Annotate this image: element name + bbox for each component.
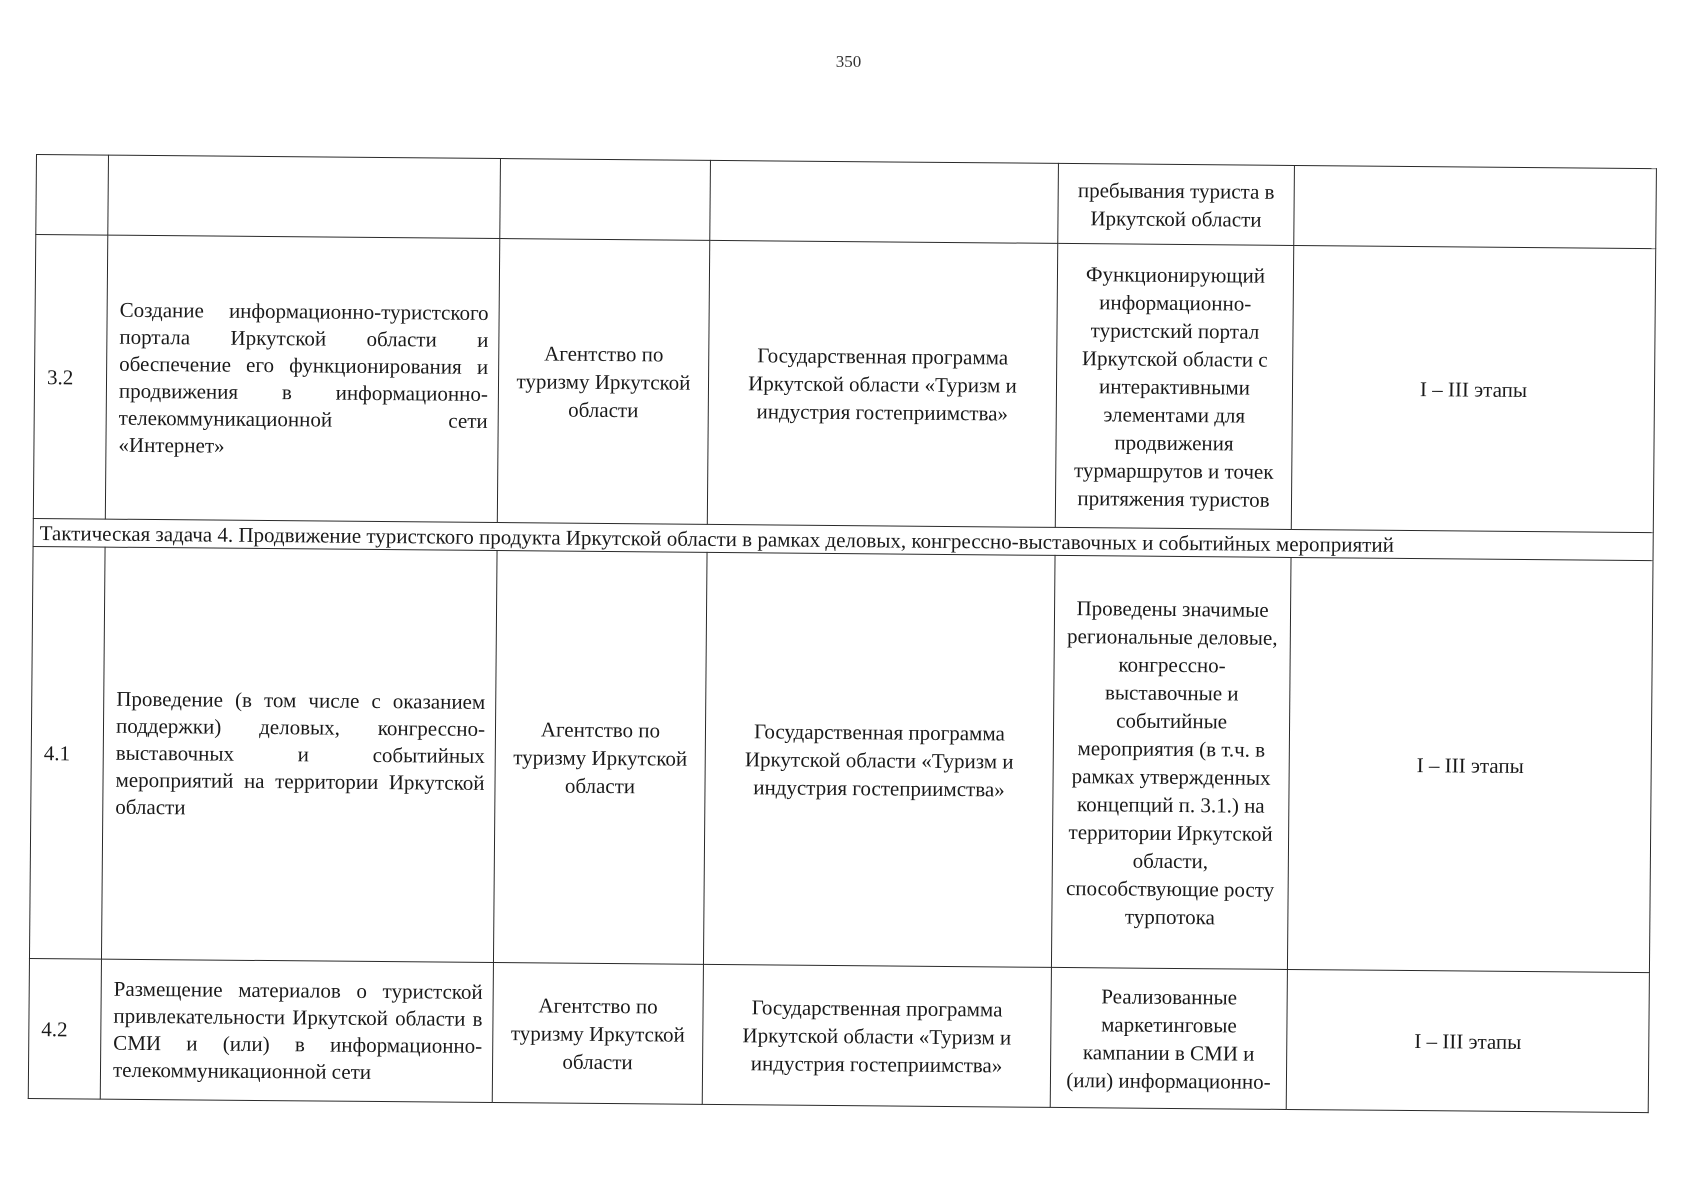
result-cell: Проведены значимые региональные деловые, конгрессно-выставочные и событийные мероприятия (в т.ч. в рамках утвержденных концепций п. 3.1.) на территории Иркутской области, способствующие росту турпотока	[1051, 555, 1291, 969]
stage-cell: I – III этапы	[1287, 557, 1653, 972]
table-row-3-2	[33, 235, 1655, 533]
measures-table-wrapper	[28, 154, 1656, 1113]
activity-cell: Проведение (в том числе с оказанием поддержки) деловых, конгрессно-выставочных и событийных мероприятий на территории Иркутской области	[101, 547, 497, 962]
source-cell	[710, 160, 1059, 243]
row-number: 4.2	[28, 958, 101, 1099]
row-number: 3.2	[33, 235, 107, 520]
measures-table	[28, 154, 1657, 1113]
executor-cell: Агентство по туризму Иркутской области	[493, 551, 707, 965]
row-number	[36, 155, 109, 236]
source-cell: Государственная программа Иркутской области «Туризм и индустрия гостеприимства»	[707, 240, 1057, 527]
source-cell: Государственная программа Иркутской области «Туризм и индустрия гостеприимства»	[703, 552, 1055, 967]
table-row-4-2	[28, 958, 1649, 1112]
executor-cell: Агентство по туризму Иркутской области	[492, 963, 703, 1105]
activity-cell: Размещение материалов о туристской привлекательности Иркутской области в СМИ и (или) в информационно-телекоммуникационной сети	[100, 959, 493, 1102]
stage-cell	[1294, 165, 1657, 248]
source-cell: Государственная программа Иркутской области «Туризм и индустрия гостеприимства»	[702, 964, 1051, 1107]
tactical-task-heading: Тактическая задача 4. Продвижение туристского продукта Иркутской области в рамках деловых, конгрессно-выставочных и событийных мероприятий	[33, 518, 1653, 560]
executor-cell	[500, 159, 711, 241]
page-number: 350	[835, 52, 862, 71]
activity-cell: Создание информационно-туристского портала Иркутской области и обеспечение его функционирования и продвижения в информационно-телекоммуникационной сети «Интернет»	[105, 235, 499, 522]
row-number: 4.1	[29, 546, 105, 959]
stage-cell: I – III этапы	[1286, 969, 1649, 1112]
result-cell: Функционирующий информационно-туристский портал Иркутской области с интерактивными элементами для продвижения турмаршрутов и точек притяжения туристов	[1055, 243, 1293, 529]
result-cell: пребывания туриста в Иркутской области	[1058, 163, 1295, 245]
table-row-continuation	[36, 155, 1657, 249]
activity-cell	[108, 155, 501, 238]
stage-cell: I – III этапы	[1291, 245, 1655, 532]
result-cell: Реализованные маркетинговые кампании в СМИ и (или) информационно-	[1050, 967, 1287, 1109]
executor-cell: Агентство по туризму Иркутской области	[497, 239, 709, 525]
table-row-4-1	[29, 546, 1653, 972]
